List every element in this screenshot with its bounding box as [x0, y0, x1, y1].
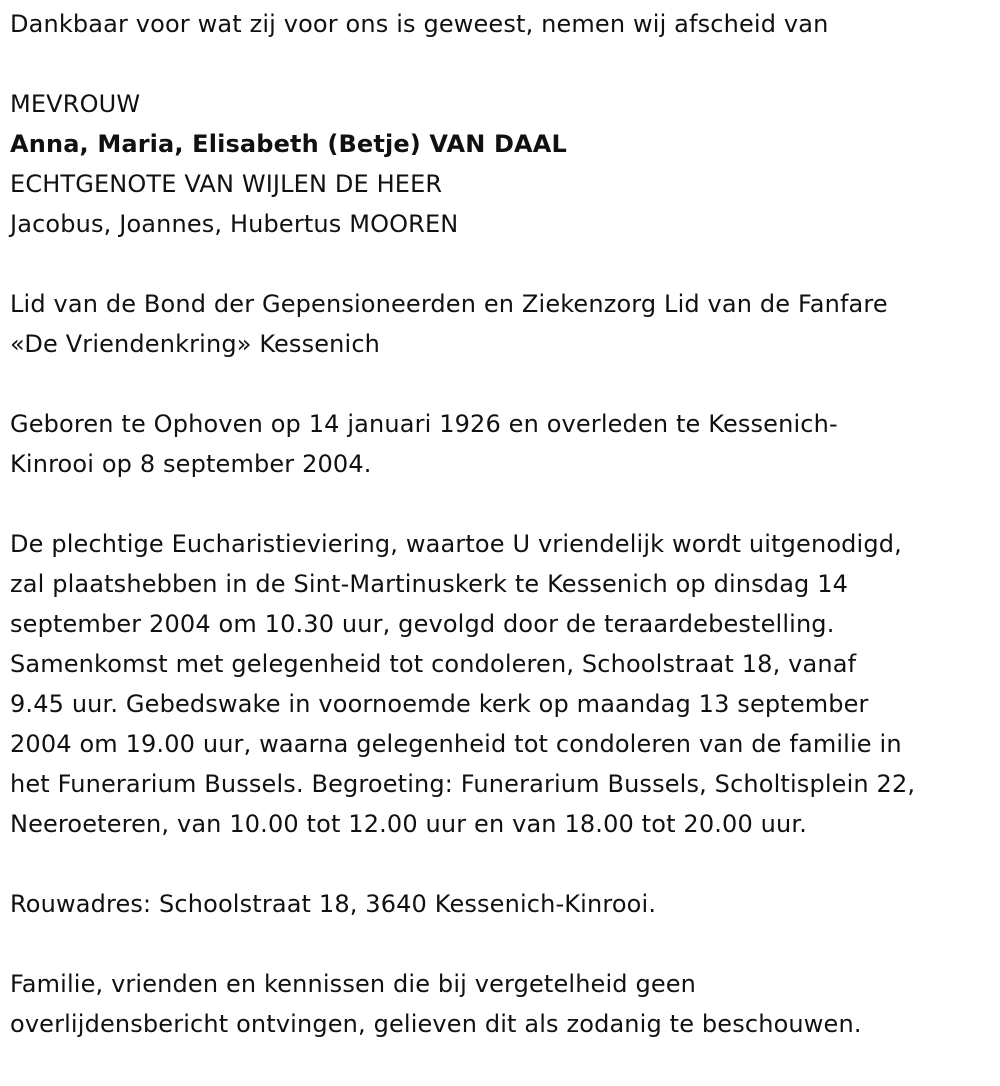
ceremony-line: zal plaatshebben in de Sint-Martinuskerk te Kessenich op dinsdag 14 — [10, 570, 849, 598]
closing-paragraph — [10, 964, 992, 1044]
spacer — [10, 244, 992, 284]
ceremony-line: Neeroeteren, van 10.00 tot 12.00 uur en van 18.00 tot 20.00 uur. — [10, 810, 807, 838]
ceremony-line: Samenkomst met gelegenheid tot condoleren, Schoolstraat 18, vanaf — [10, 650, 857, 678]
intro-text — [10, 4, 992, 44]
title-text — [10, 84, 992, 124]
intro-line: Dankbaar voor wat zij voor ons is geweest, nemen wij afscheid van — [10, 10, 829, 38]
birth-death-line: Kinrooi op 8 september 2004. — [10, 450, 372, 478]
ceremony-line: het Funerarium Bussels. Begroeting: Funerarium Bussels, Scholtisplein 22, — [10, 770, 916, 798]
spouse-name — [10, 204, 992, 244]
memberships-paragraph — [10, 284, 992, 364]
spacer — [10, 484, 992, 524]
spouse-title-text: ECHTGENOTE VAN WIJLEN DE HEER — [10, 170, 443, 198]
ceremony-line: 9.45 uur. Gebedswake in voornoemde kerk op maandag 13 september — [10, 690, 869, 718]
spacer — [10, 44, 992, 84]
ceremony-line: De plechtige Eucharistieviering, waartoe U vriendelijk wordt uitgenodigd, — [10, 530, 902, 558]
mourning-address-text: Rouwadres: Schoolstraat 18, 3640 Kessenich-Kinrooi. — [10, 890, 657, 918]
ceremony-line: 2004 om 19.00 uur, waarna gelegenheid tot condoleren van de familie in — [10, 730, 902, 758]
memberships-line: «De Vriendenkring» Kessenich — [10, 330, 381, 358]
birth-death-line: Geboren te Ophoven op 14 januari 1926 en overleden te Kessenich- — [10, 410, 838, 438]
spacer — [10, 364, 992, 404]
spacer — [10, 844, 992, 884]
spacer — [10, 924, 992, 964]
mourning-address — [10, 884, 992, 924]
deceased-name — [10, 124, 992, 164]
birth-death-paragraph — [10, 404, 992, 484]
spouse-title — [10, 164, 992, 204]
spouse-name-text: Jacobus, Joannes, Hubertus MOOREN — [10, 210, 459, 238]
memberships-line: Lid van de Bond der Gepensioneerden en Ziekenzorg Lid van de Fanfare — [10, 290, 888, 318]
ceremony-line: september 2004 om 10.30 uur, gevolgd door de teraardebestelling. — [10, 610, 835, 638]
closing-line: Familie, vrienden en kennissen die bij vergetelheid geen — [10, 970, 697, 998]
honorific: MEVROUW — [10, 90, 141, 118]
ceremony-paragraph — [10, 524, 992, 844]
deceased-name-text: Anna, Maria, Elisabeth (Betje) VAN DAAL — [10, 130, 567, 158]
closing-line: overlijdensbericht ontvingen, gelieven dit als zodanig te beschouwen. — [10, 1010, 862, 1038]
